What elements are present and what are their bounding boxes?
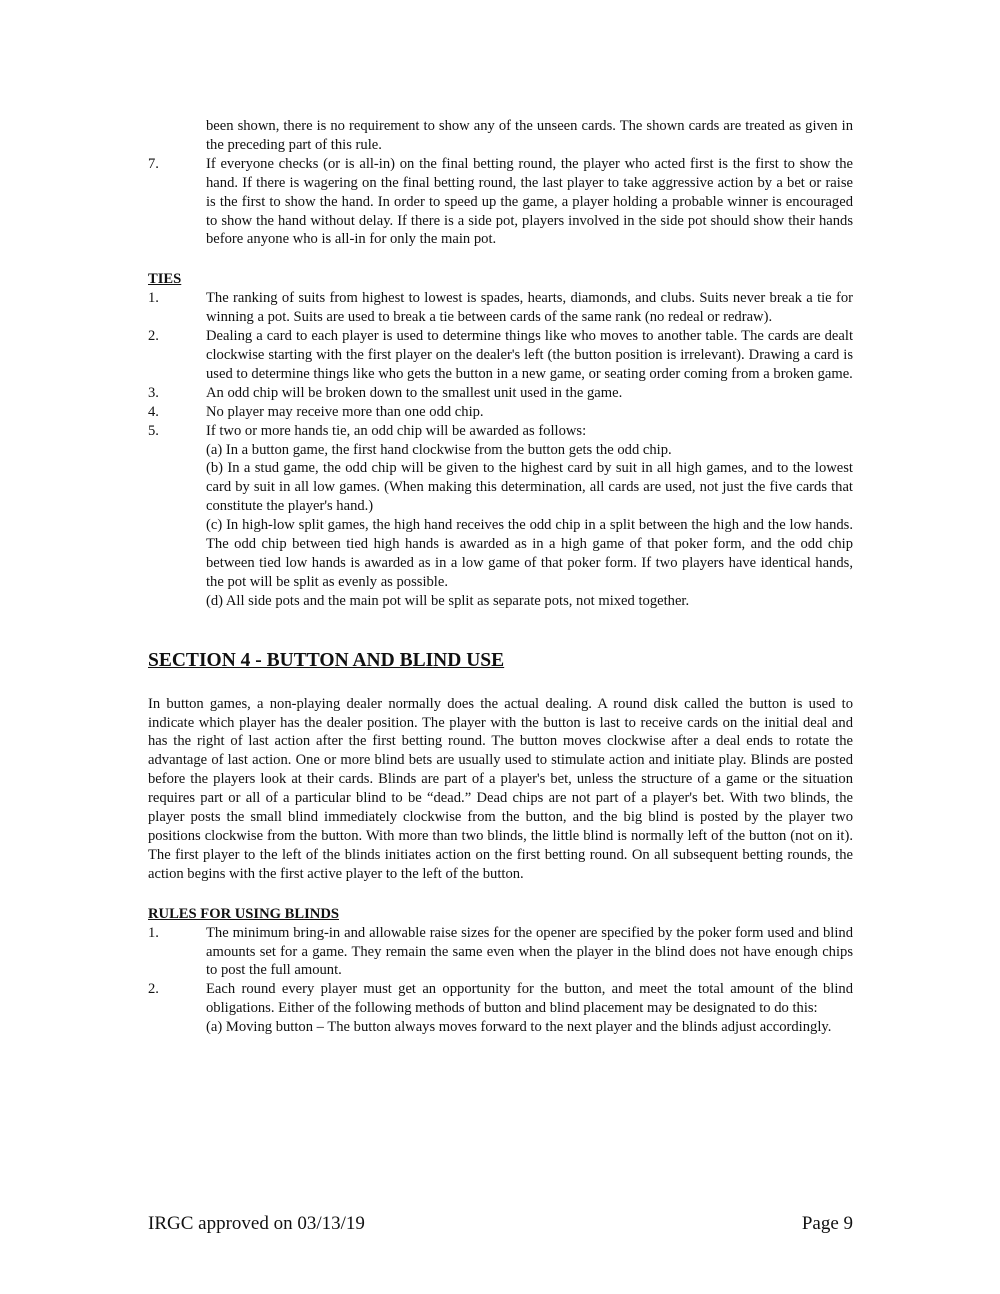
ties-rule-1 [148, 289, 853, 327]
rule-text: If everyone checks (or is all-in) on the final betting round, the player who acted first is the first to show the hand. If there is wagering on the final betting round, the last player to take aggressive action by a bet or raise is the first to show the hand. In order to speed up the game, a player holding a probable winner is encouraged to show the hand without delay. If there is a side pot, players involved in the side pot should show their hands before anyone who is all-in for only the main pot. [206, 155, 853, 248]
section-4-body: In button games, a non-playing dealer normally does the actual dealing. A round disk called the button is used to indicate which player has the dealer position. The player with the button is last to receive cards on the initial deal and has the right of last action after the first betting round. The button moves clockwise after a deal ends to rotate the advantage of last action. One or more blind bets are usually used to stimulate action and initiate play. Blinds are posted before the players look at their cards. Blinds are part of a player's bet, unless the structure of a game or the situation requires part or all of a particular blind to be “dead.” Dead chips are not part of a player's bet. With two blinds, the player posts the small blind immediately clockwise from the button, and the big blind is posted by the player two positions clockwise from the button. With more than two blinds, the little blind is normally left of the button (not on it). The first player to the left of the blinds initiates action on the first betting round. On all subsequent betting rounds, the action begins with the first active player to the left of the button. [148, 695, 853, 882]
page-footer [148, 1212, 853, 1236]
ties-rule-5b: (b) In a stud game, the odd chip will be given to the highest card by suit in all high games, and to the lowest card by suit in all low games. (When making this determination, all cards are used, not just the five cards that constitute the player's hand.) [206, 460, 853, 515]
rule-text: If two or more hands tie, an odd chip will be awarded as follows: [206, 422, 587, 439]
blinds-rule-2 [148, 980, 853, 1018]
rule-number: 7. [148, 155, 159, 172]
rule-number: 5. [148, 422, 159, 439]
rule-text: The ranking of suits from highest to lowest is spades, hearts, diamonds, and clubs. Suits never break a tie for winning a pot. Suits are used to break a tie between cards of the same rank (no redeal or redraw). [206, 290, 853, 326]
ties-rule-5a: (a) In a button game, the first hand clockwise from the button gets the odd chip. [206, 441, 672, 458]
blinds-rule-2a: (a) Moving button – The button always moves forward to the next player and the blinds adjust accordingly. [206, 1019, 832, 1036]
rule-text: Dealing a card to each player is used to determine things like who moves to another table. The cards are dealt clockwise starting with the first player on the dealer's left (the button position is irrelevant). Drawing a card is used to determine things like who gets the button in a new game, or seating order coming from a broken game. [206, 328, 853, 382]
rule-number: 1. [148, 924, 159, 941]
rule-number: 3. [148, 384, 159, 401]
section-4-title: SECTION 4 - BUTTON AND BLIND USE [148, 649, 505, 671]
rule-number: 2. [148, 328, 159, 345]
ties-rule-2 [148, 327, 853, 384]
approval-note: IRGC approved on 03/13/19 [148, 1213, 365, 1234]
blinds-heading: RULES FOR USING BLINDS [148, 905, 339, 922]
rule-number: 1. [148, 290, 159, 307]
rule-text: An odd chip will be broken down to the smallest unit used in the game. [206, 384, 623, 401]
ties-rule-4 [148, 403, 853, 422]
rule-number: 4. [148, 403, 159, 420]
blinds-rule-1 [148, 924, 853, 981]
ties-rule-5d: (d) All side pots and the main pot will be split as separate pots, not mixed together. [206, 592, 690, 609]
document-page [148, 117, 853, 1037]
rule-7 [148, 155, 853, 250]
ties-rule-5c: (c) In high-low split games, the high hand receives the odd chip in a split between the high and the low hands. The odd chip between tied high hands is awarded as in a high game of that poker form, and the odd chip between tied low hands is awarded as in a low game of that poker form. If two players have identical hands, the pot will be split as evenly as possible. [206, 517, 853, 590]
rule-number: 2. [148, 981, 159, 998]
ties-heading: TIES [148, 271, 182, 288]
ties-rule-5 [148, 422, 853, 441]
page-number: Page 9 [801, 1213, 853, 1234]
ties-rule-3 [148, 384, 853, 403]
continuation-paragraph: been shown, there is no requirement to show any of the unseen cards. The shown cards are treated as given in the preceding part of this rule. [206, 118, 853, 153]
rule-text: Each round every player must get an opportunity for the button, and meet the total amount of the blind obligations. Either of the following methods of button and blind placement may be designated to do this: [206, 981, 853, 1017]
rule-text: No player may receive more than one odd chip. [206, 403, 484, 420]
rule-text: The minimum bring-in and allowable raise sizes for the opener are specified by the poker form used and blind amounts set for a game. They remain the same even when the player in the blind does not have enough chips to post the full amount. [206, 924, 853, 979]
